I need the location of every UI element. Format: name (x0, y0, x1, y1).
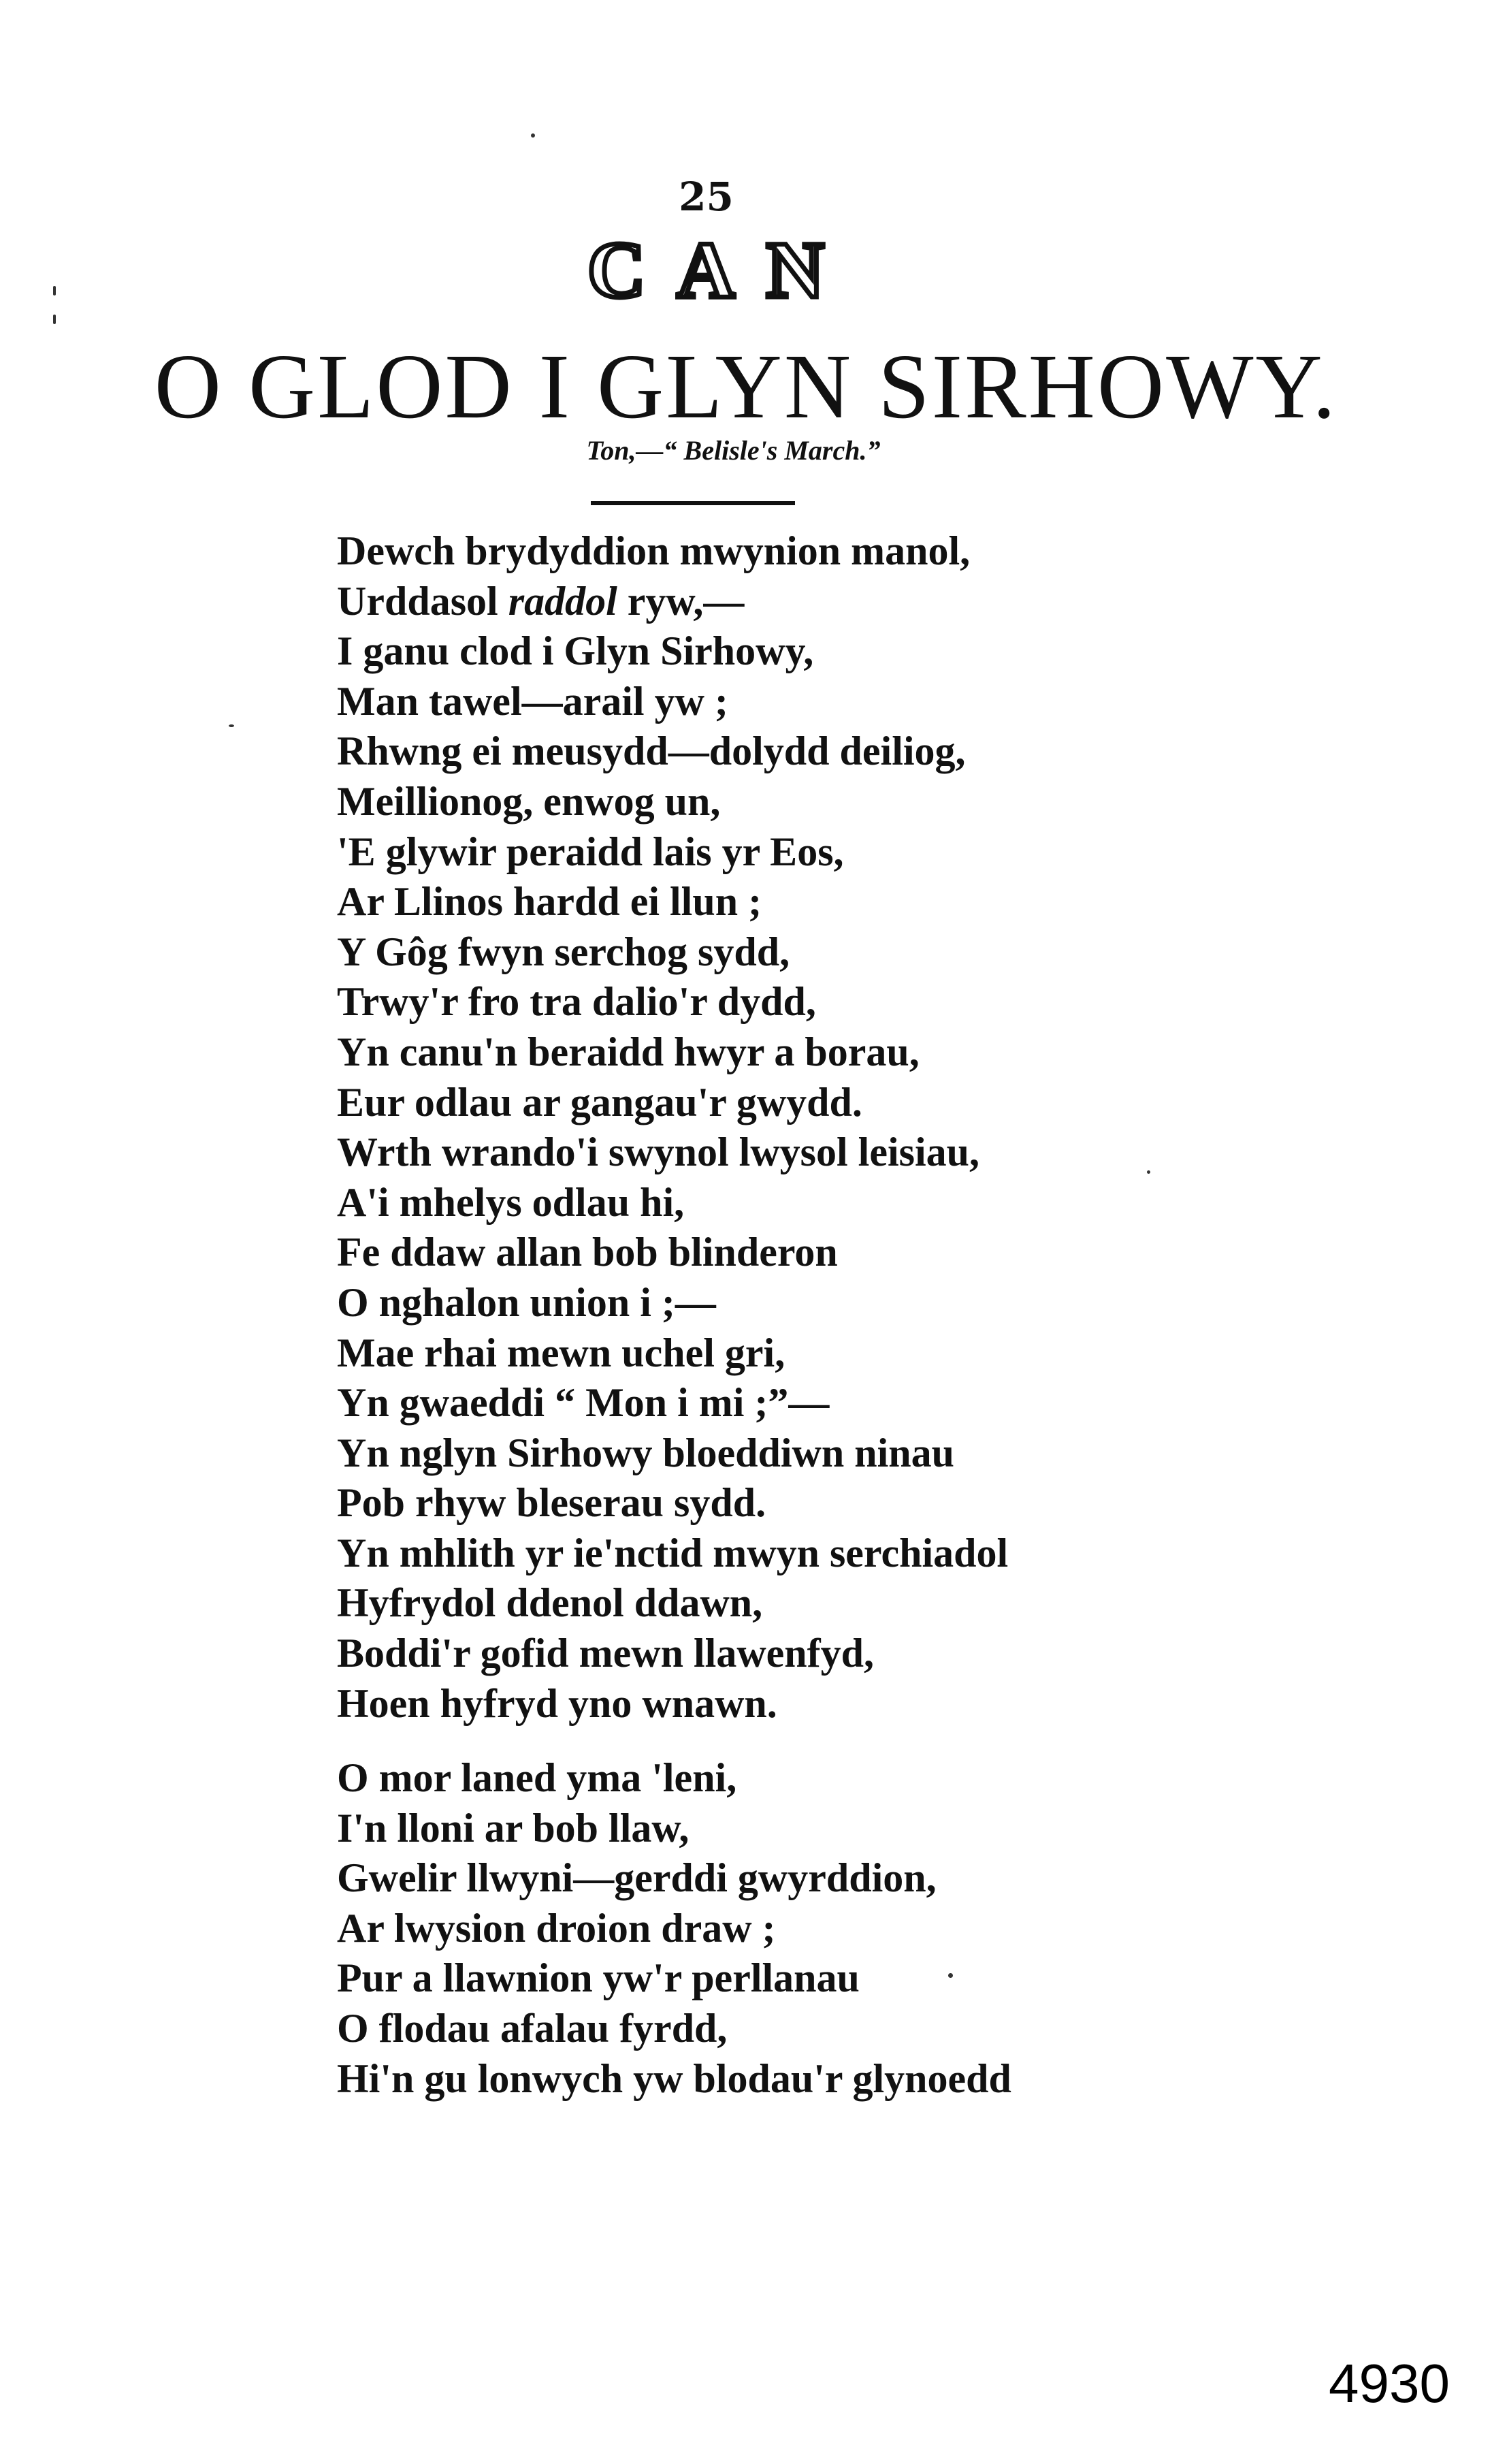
poem-line: Meillionog, enwog un, (337, 778, 721, 824)
line-end: ryw,— (627, 578, 745, 624)
poem-line: Trwy'r fro tra dalio'r dydd, (337, 979, 816, 1025)
poem-line: Eur odlau ar gangau'r gwydd. (337, 1079, 862, 1125)
poem-line: Mae rhai mewn uchel gri, (337, 1330, 785, 1375)
title-rule (591, 501, 795, 505)
poem-line: Hi'n gu lonwych yw blodau'r glynoedd (337, 2055, 1011, 2101)
line-start: Urddasol (337, 578, 498, 624)
poem-line: I ganu clod i Glyn Sirhowy, (337, 628, 814, 674)
poem-line: Pur a llawnion yw'r perllanau (337, 1955, 860, 2001)
print-speck (229, 724, 234, 727)
print-speck (53, 315, 56, 324)
poem-line: Hyfrydol ddenol ddawn, (337, 1580, 763, 1626)
poem-line: Yn mhlith yr ie'nctid mwyn serchiadol (337, 1530, 1009, 1575)
print-speck (531, 133, 535, 138)
stanza-2 (337, 1753, 1011, 2104)
poem-line: Dewch brydyddion mwynion manol, (337, 528, 971, 573)
poem-line: O mor laned yma 'leni, (337, 1755, 737, 1800)
print-speck (53, 286, 56, 295)
poem-line: O nghalon union i ;— (337, 1279, 716, 1325)
poem-line: Rhwng ei meusydd—dolydd deiliog, (337, 729, 966, 774)
poem-line: Gwelir llwyni—gerddi gwyrddion, (337, 1855, 937, 1901)
poem-line: Yn nglyn Sirhowy bloeddiwn ninau (337, 1430, 955, 1475)
poem-line: Yn canu'n beraidd hwyr a borau, (337, 1029, 920, 1074)
poem-line: Yn gwaeddi “ Mon i mi ;”— (337, 1380, 830, 1426)
poem-line: Fe ddaw allan bob blinderon (337, 1230, 838, 1275)
section-heading: CAN (587, 225, 856, 315)
catalog-number: 4930 (1329, 2353, 1450, 2414)
poem-line (337, 577, 1008, 627)
poem-line: Man tawel—arail yw ; (337, 678, 728, 724)
poem-line: Pob rhyw bleserau sydd. (337, 1480, 766, 1526)
poem-line: Boddi'r gofid mewn llawenfyd, (337, 1631, 874, 1676)
poem-line: Ar Llinos hardd ei llun ; (337, 879, 762, 925)
stanza-1 (337, 526, 1008, 1729)
poem-line: Hoen hyfryd yno wnawn. (337, 1680, 777, 1726)
print-speck (948, 1973, 953, 1978)
poem-line: O flodau afalau fyrdd, (337, 2005, 728, 2051)
poem-line: I'n lloni ar bob llaw, (337, 1805, 690, 1851)
poem-line: A'i mhelys odlau hi, (337, 1179, 685, 1225)
tune-line: Ton,—“ Belisle's March.” (586, 435, 881, 466)
print-speck (1147, 1170, 1150, 1174)
poem-title: O GLOD I GLYN SIRHOWY. (154, 336, 1338, 438)
page-number: 25 (679, 174, 734, 220)
poem-line: 'E glywir peraidd lais yr Eos, (337, 829, 844, 874)
italic-word: raddol (508, 578, 617, 624)
poem-line: Ar lwysion droion draw ; (337, 1905, 776, 1951)
poem-line: Wrth wrando'i swynol lwysol leisiau, (337, 1130, 980, 1175)
poem-line: Y Gôg fwyn serchog sydd, (337, 929, 790, 974)
